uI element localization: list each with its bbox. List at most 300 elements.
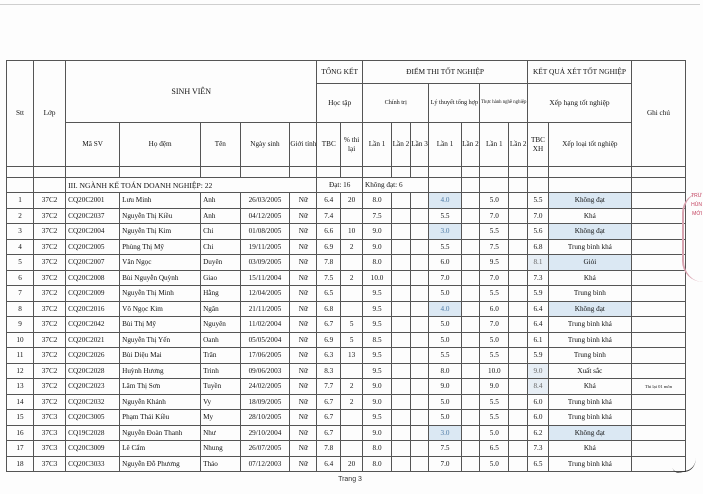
row-th-lan1: 5.0 — [480, 425, 509, 441]
row-ho-dem: Phạm Thái Kiều — [120, 410, 201, 426]
col-ho-dem: Họ đệm — [120, 123, 201, 167]
row-ct-lan2 — [392, 332, 411, 348]
row-ghi-chu — [631, 394, 685, 410]
row-th-lan2 — [509, 425, 528, 441]
row-tbc: 6.7 — [317, 425, 341, 441]
row-gioi-tinh: Nữ — [290, 363, 317, 379]
row-pct-thi-lai — [341, 208, 363, 224]
col-ngay-sinh: Ngày sinh — [240, 123, 290, 167]
row-gioi-tinh: Nữ — [290, 425, 317, 441]
row-th-lan2 — [509, 441, 528, 457]
row-stt: 16 — [7, 425, 34, 441]
row-tbc: 6.7 — [317, 317, 341, 333]
row-ten: Giao — [201, 270, 240, 286]
row-lt-lan2 — [461, 332, 480, 348]
row-tbc: 6.5 — [317, 286, 341, 302]
row-th-lan2 — [509, 332, 528, 348]
row-ct-lan2 — [392, 379, 411, 395]
graduation-results-table — [6, 60, 686, 472]
row-xep-loai: Không đạt — [548, 301, 631, 317]
spacer-row — [7, 167, 686, 178]
row-lop: 37C2 — [33, 255, 65, 271]
col-lt-lan1: Lần 1 — [429, 123, 461, 167]
row-pct-thi-lai: 13 — [341, 348, 363, 364]
row-lt-lan1: 3.0 — [429, 224, 461, 240]
col-gioi-tinh: Giới tính — [290, 123, 317, 167]
row-lt-lan1: 4.0 — [429, 301, 461, 317]
row-xep-loai: Trung bình — [548, 348, 631, 364]
row-tbc: 6.8 — [317, 301, 341, 317]
col-stt: Stt — [7, 61, 34, 167]
row-lt-lan2 — [461, 394, 480, 410]
row-tbc: 6.3 — [317, 348, 341, 364]
row-ct-lan1: 8.0 — [363, 255, 392, 271]
row-ct-lan3 — [410, 363, 429, 379]
row-ct-lan1: 8.0 — [363, 456, 392, 472]
row-ten: Ngân — [201, 301, 240, 317]
row-lt-lan2 — [461, 348, 480, 364]
row-ct-lan2 — [392, 193, 411, 209]
row-ten: Trinh — [201, 363, 240, 379]
row-tbc: 6.9 — [317, 239, 341, 255]
row-ct-lan2 — [392, 394, 411, 410]
row-tbc-xh: 6.1 — [528, 332, 549, 348]
row-lt-lan2 — [461, 301, 480, 317]
row-xep-loai: Trung bình khá — [548, 394, 631, 410]
row-th-lan2 — [509, 224, 528, 240]
row-lt-lan1: 4.0 — [429, 193, 461, 209]
red-stamp: TRƯ HÙN MỚI — [682, 192, 703, 282]
row-ngay-sinh: 11/02/2004 — [240, 317, 290, 333]
row-gioi-tinh: Nữ — [290, 193, 317, 209]
row-ho-dem: Nguyễn Thị Kim — [120, 224, 201, 240]
row-ma-sv: CQ20C2009 — [66, 286, 120, 302]
row-ct-lan1: 9.0 — [363, 379, 392, 395]
row-gioi-tinh: Nữ — [290, 332, 317, 348]
table-row — [7, 379, 686, 395]
row-ma-sv: CQ20C2016 — [66, 301, 120, 317]
row-xep-loai: Trung bình khá — [548, 332, 631, 348]
row-ct-lan1: 9.5 — [363, 301, 392, 317]
table-row — [7, 255, 686, 271]
row-pct-thi-lai — [341, 301, 363, 317]
row-ten: Hằng — [201, 286, 240, 302]
row-xep-loai: Không đạt — [548, 224, 631, 240]
row-ma-sv: CQ20C2001 — [66, 193, 120, 209]
table-row — [7, 208, 686, 224]
row-ngay-sinh: 12/04/2005 — [240, 286, 290, 302]
row-tbc: 8.3 — [317, 363, 341, 379]
row-ghi-chu: Thi lại 01 môn — [631, 379, 685, 395]
col-lt-lan2: Lần 2 — [461, 123, 480, 167]
table-row — [7, 410, 686, 426]
row-ho-dem: Huỳnh Hương — [120, 363, 201, 379]
row-tbc-xh: 8.4 — [528, 379, 549, 395]
row-ghi-chu — [631, 301, 685, 317]
row-ngay-sinh: 15/11/2004 — [240, 270, 290, 286]
row-lop: 37C2 — [33, 363, 65, 379]
row-ho-dem: Lê Cẩm — [120, 441, 201, 457]
col-tbc-xh: TBC XH — [528, 123, 549, 167]
row-ho-dem: Nguyễn Thị Yến — [120, 332, 201, 348]
row-lop: 37C2 — [33, 239, 65, 255]
row-ct-lan3 — [410, 270, 429, 286]
row-ct-lan1: 9.0 — [363, 425, 392, 441]
row-ngay-sinh: 04/12/2005 — [240, 208, 290, 224]
row-lt-lan2 — [461, 255, 480, 271]
col-xep-loai: Xếp loại tốt nghiệp — [548, 123, 631, 167]
row-ct-lan3 — [410, 193, 429, 209]
row-ho-dem: Văn Ngọc — [120, 255, 201, 271]
row-lop: 37C2 — [33, 224, 65, 240]
row-tbc-xh: 6.0 — [528, 394, 549, 410]
row-ghi-chu — [631, 332, 685, 348]
row-ho-dem: Bùi Nguyễn Quỳnh — [120, 270, 201, 286]
row-ct-lan2 — [392, 317, 411, 333]
row-th-lan1: 7.5 — [480, 239, 509, 255]
row-ten: Anh — [201, 208, 240, 224]
row-lop: 37C2 — [33, 301, 65, 317]
row-gioi-tinh: Nữ — [290, 270, 317, 286]
row-tbc-xh: 8.1 — [528, 255, 549, 271]
table-row — [7, 394, 686, 410]
row-pct-thi-lai: 5 — [341, 317, 363, 333]
row-th-lan1: 5.0 — [480, 193, 509, 209]
row-lt-lan1: 7.0 — [429, 456, 461, 472]
row-ma-sv: CQ20C2026 — [66, 348, 120, 364]
row-th-lan2 — [509, 301, 528, 317]
row-stt: 8 — [7, 301, 34, 317]
row-ct-lan1: 9.5 — [363, 286, 392, 302]
row-xep-loai: Xuất sắc — [548, 363, 631, 379]
row-gioi-tinh: Nữ — [290, 348, 317, 364]
row-pct-thi-lai: 10 — [341, 224, 363, 240]
row-ct-lan3 — [410, 394, 429, 410]
row-ct-lan3 — [410, 286, 429, 302]
row-th-lan1: 5.5 — [480, 348, 509, 364]
row-xep-loai: Khá — [548, 441, 631, 457]
row-lop: 37C2 — [33, 208, 65, 224]
row-gioi-tinh: Nữ — [290, 317, 317, 333]
row-lop: 37C2 — [33, 348, 65, 364]
row-ct-lan2 — [392, 441, 411, 457]
row-ct-lan3 — [410, 425, 429, 441]
row-ten: Thảo — [201, 456, 240, 472]
row-pct-thi-lai — [341, 441, 363, 457]
row-stt: 9 — [7, 317, 34, 333]
row-ho-dem: Lâm Thị Sơn — [120, 379, 201, 395]
row-ma-sv: CQ20C2037 — [66, 208, 120, 224]
row-pct-thi-lai — [341, 410, 363, 426]
table-row — [7, 441, 686, 457]
row-lop: 37C2 — [33, 193, 65, 209]
row-tbc-xh: 6.0 — [528, 410, 549, 426]
row-lt-lan1: 5.0 — [429, 410, 461, 426]
row-ghi-chu — [631, 224, 685, 240]
header-row-3 — [7, 123, 686, 167]
row-ghi-chu — [631, 410, 685, 426]
table-row — [7, 348, 686, 364]
header-ket-qua: KẾT QUẢ XÉT TỐT NGHIỆP — [528, 61, 632, 84]
row-tbc: 6.7 — [317, 394, 341, 410]
row-th-lan2 — [509, 270, 528, 286]
row-ten: Nguyên — [201, 317, 240, 333]
row-pct-thi-lai — [341, 255, 363, 271]
row-ct-lan1: 8.5 — [363, 332, 392, 348]
row-tbc: 6.9 — [317, 332, 341, 348]
row-th-lan2 — [509, 286, 528, 302]
header-sinh-vien: SINH VIÊN — [66, 61, 317, 123]
row-xep-loai: Trung bình khá — [548, 239, 631, 255]
row-ct-lan1: 8.0 — [363, 193, 392, 209]
row-ngay-sinh: 18/09/2005 — [240, 394, 290, 410]
row-tbc: 6.6 — [317, 224, 341, 240]
row-lt-lan2 — [461, 270, 480, 286]
row-ma-sv: CQ20C2021 — [66, 332, 120, 348]
col-ct-lan2: Lần 2 — [392, 123, 411, 167]
row-th-lan1: 6.0 — [480, 301, 509, 317]
table-row — [7, 332, 686, 348]
row-gioi-tinh: Nữ — [290, 456, 317, 472]
row-tbc-xh: 7.3 — [528, 270, 549, 286]
row-lop: 37C2 — [33, 332, 65, 348]
row-ghi-chu — [631, 317, 685, 333]
row-th-lan2 — [509, 363, 528, 379]
row-lt-lan2 — [461, 239, 480, 255]
row-tbc-xh: 6.4 — [528, 301, 549, 317]
row-stt: 2 — [7, 208, 34, 224]
row-stt: 7 — [7, 286, 34, 302]
row-ct-lan3 — [410, 224, 429, 240]
row-ten: Duyên — [201, 255, 240, 271]
row-ho-dem: Bùi Diệu Mai — [120, 348, 201, 364]
row-ten: My — [201, 410, 240, 426]
row-xep-loai: Không đạt — [548, 425, 631, 441]
row-ct-lan2 — [392, 301, 411, 317]
row-stt: 11 — [7, 348, 34, 364]
row-ngay-sinh: 05/05/2004 — [240, 332, 290, 348]
row-ct-lan3 — [410, 239, 429, 255]
row-th-lan1: 10.0 — [480, 363, 509, 379]
row-pct-thi-lai: 2 — [341, 394, 363, 410]
row-pct-thi-lai: 2 — [341, 239, 363, 255]
row-pct-thi-lai: 5 — [341, 332, 363, 348]
row-ten: Nhung — [201, 441, 240, 457]
row-lt-lan1: 5.5 — [429, 239, 461, 255]
row-tbc-xh: 9.0 — [528, 363, 549, 379]
col-ten: Tên — [201, 123, 240, 167]
col-ct-lan3: Lần 3 — [410, 123, 429, 167]
row-ho-dem: Bùi Thị Mỹ — [120, 317, 201, 333]
row-ngay-sinh: 01/08/2005 — [240, 224, 290, 240]
row-ngay-sinh: 17/06/2005 — [240, 348, 290, 364]
row-pct-thi-lai: 2 — [341, 379, 363, 395]
row-ho-dem: Nguyễn Đoàn Thanh — [120, 425, 201, 441]
row-lop: 37C2 — [33, 317, 65, 333]
row-th-lan1: 5.5 — [480, 286, 509, 302]
row-ct-lan2 — [392, 239, 411, 255]
row-stt: 10 — [7, 332, 34, 348]
row-ghi-chu — [631, 255, 685, 271]
row-lt-lan2 — [461, 441, 480, 457]
row-gioi-tinh: Nữ — [290, 239, 317, 255]
row-tbc-xh: 5.5 — [528, 193, 549, 209]
row-ngay-sinh: 26/03/2005 — [240, 193, 290, 209]
row-lt-lan2 — [461, 456, 480, 472]
row-stt: 6 — [7, 270, 34, 286]
row-tbc: 6.4 — [317, 456, 341, 472]
row-ct-lan1: 10.0 — [363, 270, 392, 286]
row-pct-thi-lai — [341, 425, 363, 441]
row-tbc: 7.5 — [317, 270, 341, 286]
header-tong-ket: TỔNG KẾT — [317, 61, 363, 84]
table-row — [7, 301, 686, 317]
row-ngay-sinh: 29/10/2004 — [240, 425, 290, 441]
row-th-lan2 — [509, 348, 528, 364]
col-th-lan1: Lần 1 — [480, 123, 509, 167]
row-lt-lan2 — [461, 317, 480, 333]
row-tbc-xh: 7.3 — [528, 441, 549, 457]
row-ct-lan2 — [392, 425, 411, 441]
row-lt-lan1: 9.0 — [429, 379, 461, 395]
row-xep-loai: Khá — [548, 208, 631, 224]
row-ghi-chu — [631, 363, 685, 379]
row-ho-dem: Phùng Thị Mỹ — [120, 239, 201, 255]
header-hoc-tap: Học tập — [317, 84, 363, 123]
section-row — [7, 178, 686, 193]
row-lt-lan2 — [461, 286, 480, 302]
row-gioi-tinh: Nữ — [290, 255, 317, 271]
row-stt: 17 — [7, 441, 34, 457]
row-lt-lan1: 7.0 — [429, 270, 461, 286]
header-row-1 — [7, 61, 686, 84]
row-gioi-tinh: Nữ — [290, 286, 317, 302]
row-th-lan1: 9.5 — [480, 255, 509, 271]
row-ma-sv: CQ20C2023 — [66, 379, 120, 395]
row-gioi-tinh: Nữ — [290, 224, 317, 240]
row-gioi-tinh: Nữ — [290, 394, 317, 410]
top-rule — [0, 4, 700, 5]
row-ten: Anh — [201, 193, 240, 209]
row-ngay-sinh: 26/07/2005 — [240, 441, 290, 457]
row-ghi-chu — [631, 208, 685, 224]
row-gioi-tinh: Nữ — [290, 441, 317, 457]
row-th-lan2 — [509, 317, 528, 333]
row-ghi-chu — [631, 286, 685, 302]
row-ho-dem: Nguyễn Thị Kiều — [120, 208, 201, 224]
row-lt-lan2 — [461, 363, 480, 379]
row-pct-thi-lai: 20 — [341, 193, 363, 209]
row-ct-lan2 — [392, 410, 411, 426]
row-lt-lan1: 3.0 — [429, 425, 461, 441]
row-th-lan1: 5.5 — [480, 410, 509, 426]
row-ho-dem: Võ Ngọc Kim — [120, 301, 201, 317]
row-pct-thi-lai — [341, 363, 363, 379]
table-row — [7, 425, 686, 441]
row-xep-loai: Khá — [548, 379, 631, 395]
row-ct-lan3 — [410, 379, 429, 395]
row-ghi-chu — [631, 193, 685, 209]
col-pct-thi-lai: % thi lại — [341, 123, 363, 167]
row-ma-sv: CQ20C2007 — [66, 255, 120, 271]
row-stt: 18 — [7, 456, 34, 472]
section-dat: Đạt: 16 — [317, 178, 363, 193]
row-ct-lan1: 9.5 — [363, 348, 392, 364]
table-row — [7, 270, 686, 286]
row-ct-lan3 — [410, 317, 429, 333]
row-ghi-chu — [631, 348, 685, 364]
row-ngay-sinh: 24/02/2005 — [240, 379, 290, 395]
signature — [671, 453, 697, 473]
row-ten: Trân — [201, 348, 240, 364]
row-tbc-xh: 5.9 — [528, 286, 549, 302]
row-tbc: 7.4 — [317, 208, 341, 224]
row-lt-lan1: 5.5 — [429, 348, 461, 364]
row-gioi-tinh: Nữ — [290, 301, 317, 317]
row-ct-lan1: 9.0 — [363, 239, 392, 255]
row-lt-lan1: 5.0 — [429, 332, 461, 348]
row-ct-lan3 — [410, 301, 429, 317]
row-ct-lan1: 9.5 — [363, 363, 392, 379]
row-ngay-sinh: 21/11/2005 — [240, 301, 290, 317]
row-lt-lan2 — [461, 425, 480, 441]
row-xep-loai: Trung bình khá — [548, 456, 631, 472]
row-ho-dem: Lưu Minh — [120, 193, 201, 209]
row-lt-lan1: 5.0 — [429, 317, 461, 333]
row-ct-lan1: 9.0 — [363, 224, 392, 240]
row-th-lan2 — [509, 255, 528, 271]
row-lop: 37C2 — [33, 379, 65, 395]
row-ngay-sinh: 09/06/2003 — [240, 363, 290, 379]
row-ghi-chu — [631, 441, 685, 457]
row-ma-sv: CQ20C3009 — [66, 441, 120, 457]
row-stt: 1 — [7, 193, 34, 209]
row-ten: Vy — [201, 394, 240, 410]
row-tbc-xh: 7.0 — [528, 208, 549, 224]
row-tbc-xh: 5.6 — [528, 224, 549, 240]
row-ct-lan2 — [392, 456, 411, 472]
row-lt-lan2 — [461, 208, 480, 224]
row-tbc-xh: 6.8 — [528, 239, 549, 255]
section-title: III. NGÀNH KẾ TOÁN DOANH NGHIỆP: 22 — [66, 178, 317, 193]
row-stt: 15 — [7, 410, 34, 426]
row-ct-lan1: 9.0 — [363, 394, 392, 410]
row-ct-lan3 — [410, 255, 429, 271]
row-ct-lan2 — [392, 255, 411, 271]
row-ma-sv: CQ20C3033 — [66, 456, 120, 472]
row-th-lan1: 7.0 — [480, 270, 509, 286]
header-xep-hang: Xếp hạng tốt nghiệp — [528, 84, 632, 123]
table-row — [7, 193, 686, 209]
row-ho-dem: Nguyễn Khánh — [120, 394, 201, 410]
row-ghi-chu — [631, 239, 685, 255]
row-th-lan1: 5.5 — [480, 224, 509, 240]
row-lt-lan1: 5.0 — [429, 394, 461, 410]
row-lt-lan2 — [461, 410, 480, 426]
row-lop: 37C3 — [33, 441, 65, 457]
row-ma-sv: CQ20C2032 — [66, 394, 120, 410]
row-tbc: 6.7 — [317, 410, 341, 426]
row-ct-lan1: 7.5 — [363, 208, 392, 224]
row-th-lan2 — [509, 456, 528, 472]
row-xep-loai: Khá — [548, 270, 631, 286]
row-lop: 37C3 — [33, 410, 65, 426]
row-lt-lan1: 6.0 — [429, 255, 461, 271]
row-lt-lan2 — [461, 379, 480, 395]
row-ct-lan2 — [392, 286, 411, 302]
row-ct-lan3 — [410, 348, 429, 364]
row-lt-lan2 — [461, 193, 480, 209]
